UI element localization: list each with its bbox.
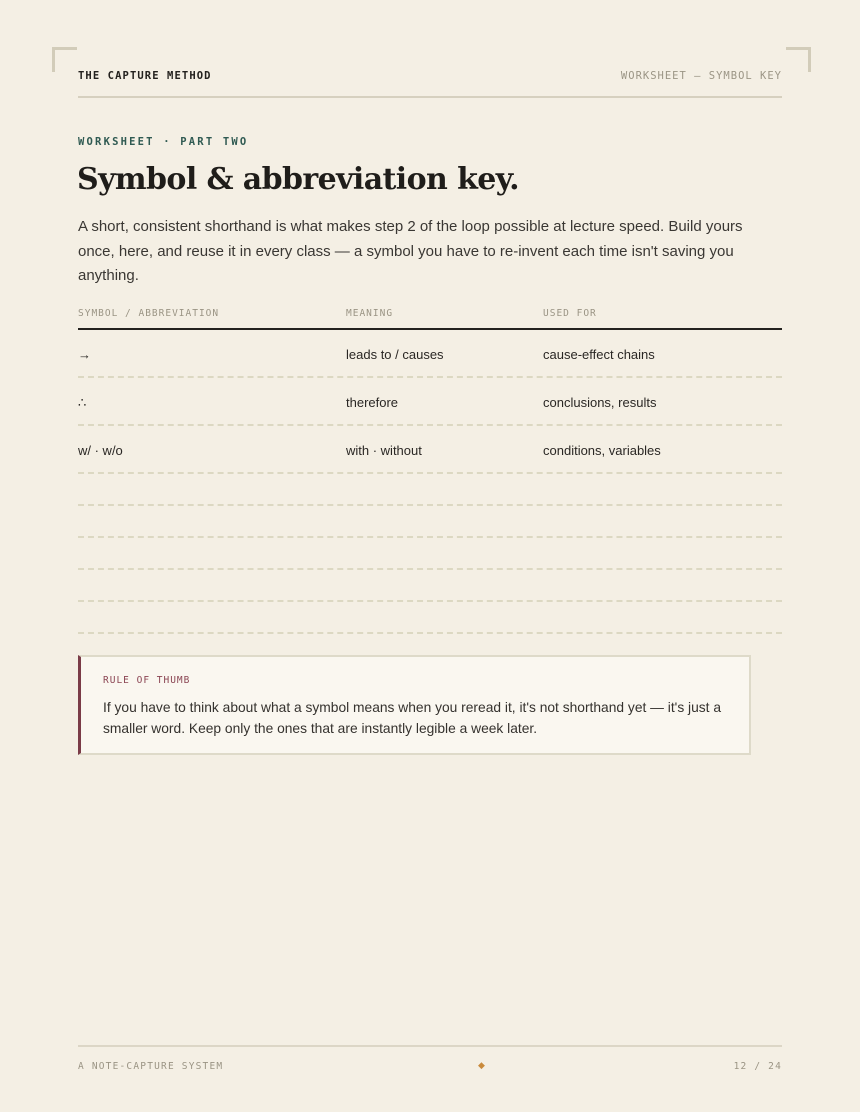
meaning-cell: therefore xyxy=(346,395,399,410)
column-header-used-for: USED FOR xyxy=(543,308,597,319)
footer-series-title: A NOTE-CAPTURE SYSTEM xyxy=(78,1061,224,1072)
rule-of-thumb-callout xyxy=(78,655,751,755)
blank-entry-row[interactable] xyxy=(78,538,782,570)
page-title: Symbol & abbreviation key. xyxy=(77,162,519,197)
table-row xyxy=(78,330,782,378)
blank-entry-row[interactable] xyxy=(78,474,782,506)
intro-paragraph: A short, consistent shorthand is what makes step 2 of the loop possible at lecture speed. Build yours once, here, and reuse it in every class — a symbol you have to re-invent each time isn't saving you anything. xyxy=(78,218,743,284)
used-for-cell: cause-effect chains xyxy=(543,347,655,362)
table-row xyxy=(78,378,782,426)
page-number: 12 / 24 xyxy=(733,1061,782,1072)
used-for-cell: conditions, variables xyxy=(543,443,661,458)
symbol-table xyxy=(78,304,782,634)
corner-mark-top-left xyxy=(52,47,77,72)
callout-label: RULE OF THUMB xyxy=(103,675,191,686)
blank-entry-row[interactable] xyxy=(78,602,782,634)
callout-text: If you have to think about what a symbol means when you reread it, it's not shorthand yet — it's just a smaller word. Keep only the ones that are instantly legible a week later. xyxy=(103,700,722,736)
corner-mark-top-right xyxy=(786,47,811,72)
meaning-cell: leads to / causes xyxy=(346,347,444,362)
running-head: WORKSHEET — SYMBOL KEY xyxy=(620,70,782,82)
column-header-symbol: SYMBOL / ABBREVIATION xyxy=(78,308,220,319)
symbol-cell: → xyxy=(78,347,91,362)
table-header xyxy=(78,304,782,330)
page-footer xyxy=(78,1045,782,1077)
brand-title: THE CAPTURE METHOD xyxy=(78,70,212,82)
blank-entry-row[interactable] xyxy=(78,570,782,602)
symbol-cell: w/ · w/o xyxy=(78,443,123,458)
symbol-cell: ∴ xyxy=(78,395,87,410)
used-for-cell: conclusions, results xyxy=(543,395,657,410)
blank-entry-row[interactable] xyxy=(78,506,782,538)
table-row xyxy=(78,426,782,474)
meaning-cell: with · without xyxy=(346,443,422,458)
page-header xyxy=(78,70,782,98)
section-eyebrow: WORKSHEET · PART TWO xyxy=(78,136,249,148)
column-header-meaning: MEANING xyxy=(346,308,394,319)
diamond-ornament-icon: ◆ xyxy=(478,1060,485,1070)
